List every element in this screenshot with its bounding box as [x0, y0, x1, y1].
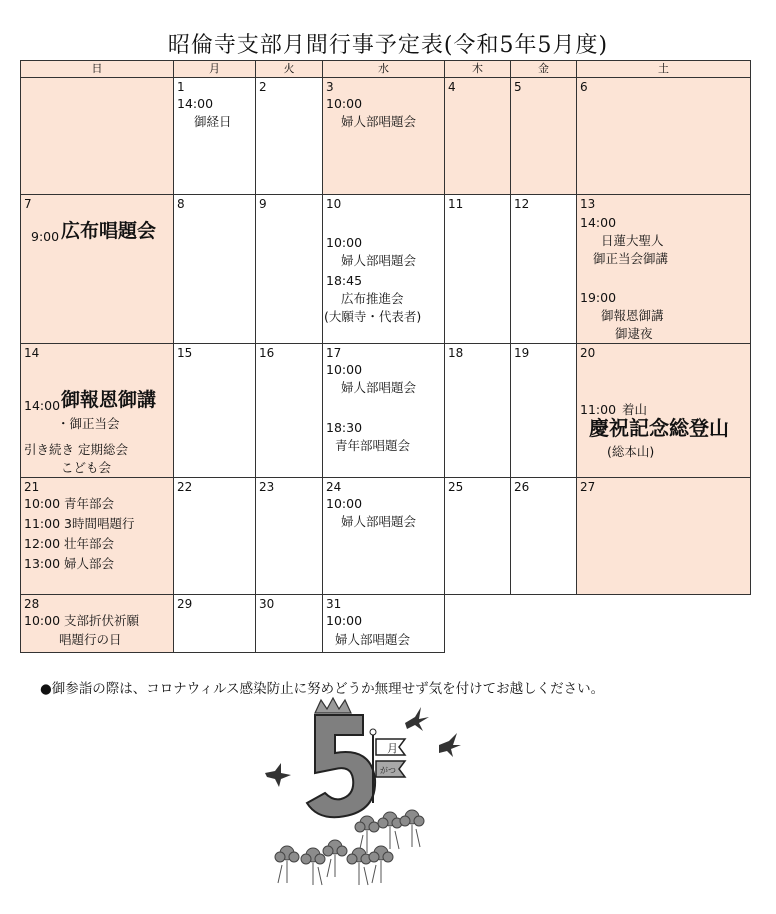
day-cell-20 [577, 344, 751, 478]
day-number: 16 [259, 346, 275, 360]
event-title: 御逮夜 [615, 326, 653, 341]
event-time: 18:30 [326, 420, 363, 435]
event-title: 広布唱題会 [61, 220, 157, 242]
footnote: ●御参詣の際は、コロナウィルス感染防止に努めどうか無理せず気を付けてお越しください。 [40, 681, 605, 697]
day-cell-7 [21, 195, 174, 344]
event-title: 日蓮大聖人 [601, 233, 664, 248]
week-row-1 [21, 78, 751, 195]
event-time: 10:00 [326, 362, 363, 377]
day-number: 24 [326, 480, 342, 494]
day-cell-2 [256, 78, 323, 195]
day-number: 27 [580, 480, 596, 494]
day-cell-27 [577, 478, 751, 595]
event-line: 10:00 青年部会 [24, 496, 114, 511]
day-cell-19 [511, 344, 577, 478]
event-time: 10:00 [326, 235, 363, 250]
weekday-thu: 木 [445, 61, 511, 78]
day-number: 6 [580, 80, 588, 94]
day-number: 7 [24, 197, 32, 211]
day-number: 1 [177, 80, 185, 94]
day-cell-1 [174, 78, 256, 195]
day-number: 18 [448, 346, 464, 360]
day-cell-13 [577, 195, 751, 344]
page-title: 昭倫寺支部月間行事予定表(令和5年5月度) [167, 33, 609, 58]
event-title: 婦人部唱題会 [335, 632, 411, 647]
event-title: 御報恩御講 [601, 308, 664, 323]
day-cell-25 [445, 478, 511, 595]
day-cell-21 [21, 478, 174, 595]
day-number: 12 [514, 197, 530, 211]
event-title: こども会 [61, 460, 112, 475]
day-cell-6 [577, 78, 751, 195]
event-note: (大願寺・代表者) [324, 309, 422, 324]
event-time: 9:00 [31, 229, 60, 244]
day-number: 28 [24, 597, 40, 611]
event-time: 10:00 [326, 613, 363, 628]
week-row-5 [21, 595, 751, 653]
day-cell-15 [174, 344, 256, 478]
day-number: 23 [259, 480, 275, 494]
event-title: 引き続き 定期総会 [24, 442, 128, 457]
flag-label-1: 月 [387, 742, 398, 755]
week-row-4 [21, 478, 751, 595]
event-note: ・御正当会 [57, 416, 120, 431]
event-title-highlight: 慶祝記念総登山 [589, 416, 729, 440]
day-cell-empty [21, 78, 174, 195]
empty-space [445, 595, 751, 653]
day-number: 17 [326, 346, 342, 360]
day-number: 9 [259, 197, 267, 211]
numeral-five [307, 715, 375, 817]
event-time: 11:00 [580, 402, 617, 417]
event-title: 婦人部唱題会 [341, 253, 417, 268]
day-number: 5 [514, 80, 522, 94]
day-cell-9 [256, 195, 323, 344]
day-cell-12 [511, 195, 577, 344]
day-number: 8 [177, 197, 185, 211]
event-time: 10:00 [326, 496, 363, 511]
day-cell-31 [323, 595, 445, 653]
day-cell-18 [445, 344, 511, 478]
day-number: 21 [24, 480, 40, 494]
iris-flowers-icon [275, 810, 424, 885]
day-cell-16 [256, 344, 323, 478]
day-cell-24 [323, 478, 445, 595]
event-title: 着山 [622, 402, 648, 417]
day-cell-23 [256, 478, 323, 595]
event-line: 12:00 壮年部会 [24, 536, 114, 551]
day-number: 29 [177, 597, 193, 611]
week-row-3 [21, 344, 751, 478]
event-time: 14:00 [580, 215, 617, 230]
day-number: 14 [24, 346, 40, 360]
flag-label-2: がつ [380, 766, 396, 775]
event-time: 14:00 [177, 96, 214, 111]
day-number: 11 [448, 197, 464, 211]
event-title: 御経日 [194, 114, 232, 129]
event-line: 唱題行の日 [59, 632, 122, 647]
day-cell-14 [21, 344, 174, 478]
day-number: 26 [514, 480, 530, 494]
event-title: 青年部唱題会 [335, 438, 411, 453]
day-number: 20 [580, 346, 596, 360]
event-title: 婦人部唱題会 [341, 114, 417, 129]
day-number: 10 [326, 197, 342, 211]
event-time: 14:00 [24, 398, 61, 413]
weekday-mon: 月 [174, 61, 256, 78]
day-cell-26 [511, 478, 577, 595]
event-time: 10:00 [326, 96, 363, 111]
day-cell-10 [323, 195, 445, 344]
weekday-wed: 水 [323, 61, 445, 78]
event-line: 11:00 3時間唱題行 [24, 516, 135, 531]
day-number: 22 [177, 480, 193, 494]
day-number: 19 [514, 346, 530, 360]
week-row-2 [21, 195, 751, 344]
event-note: (総本山) [607, 444, 655, 459]
event-line: 10:00 支部折伏祈願 [24, 613, 139, 628]
weekday-fri: 金 [511, 61, 577, 78]
event-line: 13:00 婦人部会 [24, 556, 114, 571]
crown-icon [315, 698, 351, 713]
calendar-table [20, 60, 751, 653]
event-time: 18:45 [326, 273, 363, 288]
day-number: 31 [326, 597, 342, 611]
day-cell-29 [174, 595, 256, 653]
may-illustration [255, 695, 485, 895]
event-time: 19:00 [580, 290, 617, 305]
day-cell-8 [174, 195, 256, 344]
day-cell-5 [511, 78, 577, 195]
day-number: 30 [259, 597, 275, 611]
day-cell-17 [323, 344, 445, 478]
day-cell-3 [323, 78, 445, 195]
event-title: 広布推進会 [341, 291, 404, 306]
day-cell-4 [445, 78, 511, 195]
day-cell-30 [256, 595, 323, 653]
weekday-sun: 日 [21, 61, 174, 78]
day-cell-22 [174, 478, 256, 595]
event-title: 御正当会御講 [593, 251, 669, 266]
event-title: 御報恩御講 [61, 389, 157, 411]
day-number: 25 [448, 480, 464, 494]
weekday-header-row [21, 61, 751, 78]
carp-streamer-icon [370, 729, 405, 803]
day-number: 13 [580, 197, 596, 211]
weekday-sat: 土 [577, 61, 751, 78]
event-title: 婦人部唱題会 [341, 380, 417, 395]
day-number: 3 [326, 80, 334, 94]
weekday-tue: 火 [256, 61, 323, 78]
day-number: 2 [259, 80, 267, 94]
day-number: 4 [448, 80, 456, 94]
day-cell-11 [445, 195, 511, 344]
day-number: 15 [177, 346, 193, 360]
day-cell-28 [21, 595, 174, 653]
event-title: 婦人部唱題会 [341, 514, 417, 529]
